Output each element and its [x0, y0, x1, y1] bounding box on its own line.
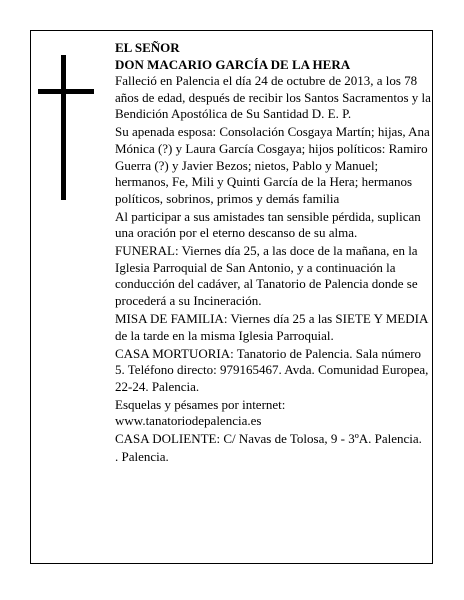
- funeral-home-paragraph: CASA MORTUORIA: Tanatorio de Palencia. Sala número 5. Teléfono directo: 979165467. Avda. Comunidad Europea, 22-24. Palencia.: [115, 345, 429, 394]
- family-mass-paragraph: MISA DE FAMILIA: Viernes día 25 a las SIETE Y MEDIA de la tarde en la misma Iglesia Parroquial.: [115, 311, 428, 343]
- obituary-text: [115, 40, 433, 467]
- cross-icon: [38, 55, 94, 200]
- grieving-home-paragraph: CASA DOLIENTE: C/ Navas de Tolosa, 9 - 3ºA. Palencia.: [115, 431, 422, 447]
- heading-title: EL SEÑOR: [115, 40, 180, 55]
- online-condolences-paragraph: Esquelas y pésames por internet: www.tanatoriodepalencia.es: [115, 396, 286, 429]
- deceased-name: DON MACARIO GARCÍA DE LA HERA: [115, 56, 351, 72]
- closing-line: . Palencia.: [115, 449, 169, 465]
- funeral-paragraph: FUNERAL: Viernes día 25, a las doce de la mañana, en la Iglesia Parroquial de San Antonio, y a continuación la conducción del cadáver, al Tanatorio de Palencia donde se procederá a su Incineración.: [115, 243, 418, 309]
- request-prayer-paragraph: Al participar a sus amistades tan sensible pérdida, suplican una oración por el eterno descanso de su alma.: [115, 208, 421, 241]
- death-notice-paragraph: Falleció en Palencia el día 24 de octubre de 2013, a los 78 años de edad, después de recibir los Santos Sacramentos y la Bendición Apostólica de Su Santidad D. E. P.: [115, 73, 431, 122]
- family-paragraph: Su apenada esposa: Consolación Cosgaya Martín; hijas, Ana Mónica (?) y Laura García Cosgaya; hijos políticos: Ramiro Guerra (?) y Javier Bezos; nietos, Pablo y Manuel; hermanos, Fe, Mili y Quinti García de la Hera; hermanos políticos, sobrinos, primos y demás familia: [115, 124, 430, 206]
- cross-horizontal-bar: [38, 89, 94, 94]
- cross-vertical-bar: [61, 55, 66, 200]
